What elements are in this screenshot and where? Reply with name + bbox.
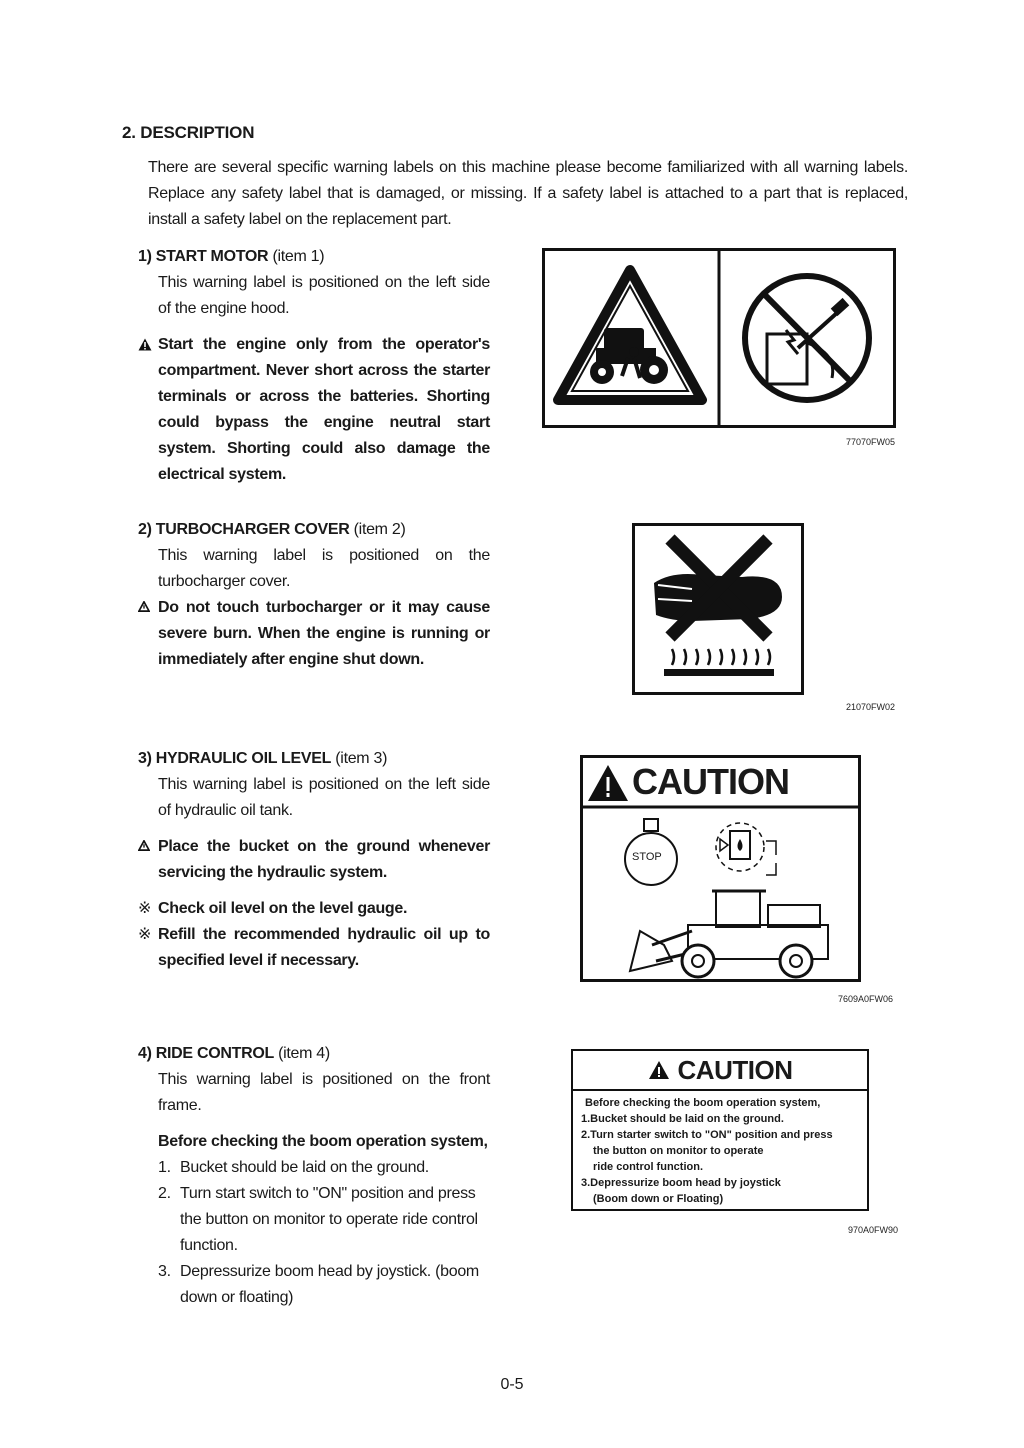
figure-code: 970A0FW90 [848, 1225, 899, 1235]
figure-code: 7609A0FW06 [838, 994, 894, 1004]
note-item: ※ Check oil level on the level gauge. [138, 896, 490, 922]
item-heading [138, 1041, 490, 1067]
note-mark-icon: ※ [138, 900, 152, 917]
figure-code: 77070FW05 [846, 437, 896, 447]
item-title: 2) TURBOCHARGER COVER [138, 521, 350, 538]
caution-triangle-icon [648, 1060, 670, 1080]
item-hydraulic-oil-level [138, 746, 490, 974]
caution-header [573, 1051, 867, 1091]
note-mark-icon: ※ [138, 926, 152, 943]
procedure-step: 2. Turn start switch to "ON" position and press the button on monitor to operate ride control function. [158, 1185, 478, 1254]
figure-code: 21070FW02 [846, 702, 896, 712]
item-heading [138, 746, 490, 772]
item-title: 3) HYDRAULIC OIL LEVEL [138, 750, 332, 767]
procedure-subhead: Before checking the boom operation system, [158, 1133, 488, 1150]
item-body: This warning label is positioned on the left side of hydraulic oil tank. [158, 776, 490, 819]
item-body: This warning label is positioned on the front frame. [158, 1071, 490, 1114]
warning-text: Start the engine only from the operator's compartment. Never short across the starter terminals or across the batteries. Shorting could bypass the engine neutral start system. Shorting could also damage the electrical system. [138, 332, 490, 488]
item-title: 4) RIDE CONTROL [138, 1045, 274, 1062]
warning-text: Do not touch turbocharger or it may cause severe burn. When the engine is running or immediately after engine shut down. [138, 595, 490, 673]
procedure-step: 1. Bucket should be laid on the ground. [158, 1159, 429, 1176]
caution-title: CAUTION [632, 761, 789, 802]
item-body: This warning label is positioned on the turbocharger cover. [158, 547, 490, 590]
stop-label: STOP [632, 851, 662, 863]
item-turbocharger-cover [138, 517, 490, 673]
item-heading [138, 517, 490, 543]
note-item: ※ Refill the recommended hydraulic oil up to specified level if necessary. [138, 922, 490, 974]
procedure-steps [138, 1155, 490, 1311]
decal-text: Before checking the boom operation system, 1.Bucket should be laid on the ground. 2.Turn starter switch to "ON" position and press the button on monitor to operate ride control function. 3.Depressurize boom head by joystick (Boom down or Floating) [581, 1097, 833, 1205]
item-title: 1) START MOTOR [138, 248, 269, 265]
item-ref: (item 2) [353, 521, 406, 538]
warning-text: Place the bucket on the ground whenever servicing the hydraulic system. [138, 834, 490, 886]
section-title: 2. DESCRIPTION [122, 123, 255, 142]
item-start-motor [138, 244, 490, 488]
procedure-step: 3. Depressurize boom head by joystick. (boom down or floating) [158, 1263, 479, 1306]
caution-title: CAUTION [677, 1054, 793, 1085]
ride-control-caution-decal [571, 1049, 869, 1211]
hydraulic-caution-decal [580, 755, 861, 982]
page-number: 0-5 [500, 1376, 524, 1393]
hot-surface-decal [632, 523, 804, 695]
warning-triangle-icon [138, 601, 150, 612]
item-heading [138, 244, 490, 270]
item-ref: (item 4) [278, 1045, 330, 1062]
start-motor-decal [542, 248, 896, 428]
warning-triangle-icon [138, 338, 152, 351]
item-ride-control [138, 1041, 490, 1311]
item-ref: (item 3) [335, 750, 388, 767]
intro-paragraph: There are several specific warning labels on this machine please become familiarized with all warning labels. Replace any safety label that is damaged, or missing. If a safety label is attached to a part that is replaced, install a safety label on the replacement part. [148, 159, 908, 228]
item-body: This warning label is positioned on the left side of the engine hood. [158, 274, 490, 317]
item-ref: (item 1) [272, 248, 325, 265]
warning-triangle-icon [138, 840, 150, 851]
